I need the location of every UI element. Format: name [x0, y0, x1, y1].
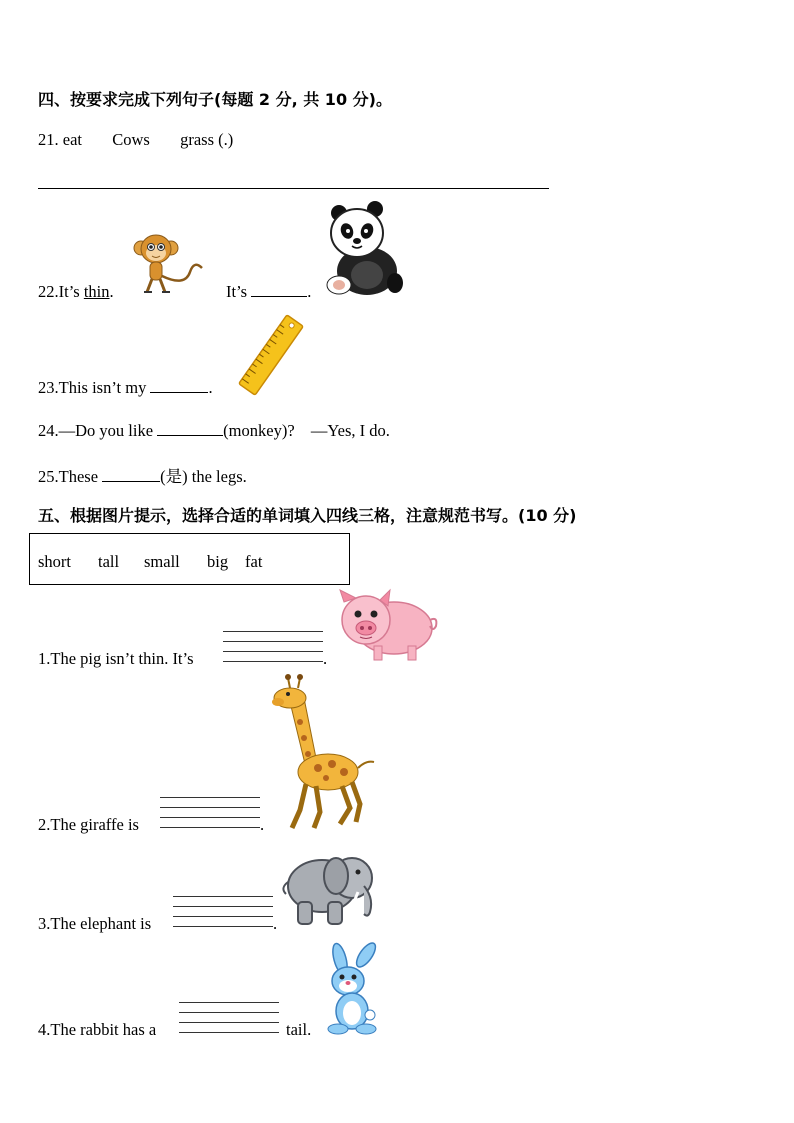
question-23 — [38, 378, 213, 398]
panda-icon — [325, 203, 405, 297]
q24-hint: (monkey)? — [223, 421, 295, 440]
s5q2-period: . — [260, 815, 265, 834]
q23-period: . — [208, 378, 213, 397]
question-24 — [38, 421, 390, 441]
q22-underlined-word: thin — [83, 282, 110, 301]
question-25 — [38, 463, 247, 487]
blank-23[interactable] — [150, 378, 208, 393]
answer-line-21[interactable] — [38, 188, 549, 189]
q24-answer: —Yes, I do. — [310, 421, 390, 440]
section5-question-1 — [38, 649, 194, 669]
question-22-second — [226, 282, 311, 302]
four-line-grid-2[interactable] — [160, 797, 260, 829]
q25-prefix: 25.These — [38, 467, 99, 486]
question-21 — [38, 130, 233, 150]
blank-24[interactable] — [157, 421, 223, 436]
q22-second-period: . — [307, 282, 312, 301]
section5-question-2 — [38, 815, 139, 835]
q22-second-prefix: It’s — [226, 282, 248, 301]
s5q1-period: . — [323, 649, 328, 668]
word-bank — [29, 533, 350, 585]
blank-22[interactable] — [251, 282, 307, 297]
pig-icon — [334, 590, 440, 664]
elephant-icon — [278, 846, 380, 928]
section5-question-3 — [38, 914, 151, 934]
q25-hint: (是) the legs. — [160, 467, 247, 486]
word-fat: fat — [245, 552, 263, 571]
q24-prefix: 24.—Do you like — [38, 421, 154, 440]
word-grass: grass (.) — [180, 130, 234, 149]
word-tall: tall — [98, 552, 120, 571]
question-21-number: 21. — [38, 130, 59, 149]
s5q3-period: . — [273, 914, 278, 933]
word-cows: Cows — [112, 130, 150, 149]
q23-text: 23.This isn’t my — [38, 378, 147, 397]
section-5-heading: 五、根据图片提示，选择合适的单词填入四线三格，注意规范书写。(10 分) — [38, 506, 577, 525]
question-22 — [38, 282, 114, 302]
word-eat: eat — [62, 130, 82, 149]
monkey-icon — [130, 232, 206, 298]
word-big: big — [207, 552, 229, 571]
q22-prefix: 22.It’s — [38, 282, 80, 301]
giraffe-icon — [270, 672, 376, 832]
s5q1-text: 1.The pig isn’t thin. It’s — [38, 649, 194, 668]
rabbit-icon — [322, 943, 388, 1037]
q22-period: . — [109, 282, 114, 301]
ruler-icon — [235, 314, 307, 396]
four-line-grid-3[interactable] — [173, 896, 273, 928]
four-line-grid-4[interactable] — [179, 1002, 279, 1034]
s5q3-text: 3.The elephant is — [38, 914, 152, 933]
word-small: small — [144, 552, 180, 571]
section5-question-4 — [38, 1020, 156, 1040]
four-line-grid-1[interactable] — [223, 631, 323, 663]
s5q4-tail: tail. — [286, 1020, 312, 1039]
blank-25[interactable] — [102, 467, 160, 482]
s5q2-text: 2.The giraffe is — [38, 815, 139, 834]
word-short: short — [38, 552, 71, 571]
section-4-heading: 四、按要求完成下列句子(每题 2 分, 共 10 分)。 — [38, 90, 392, 109]
s5q4-text: 4.The rabbit has a — [38, 1020, 157, 1039]
